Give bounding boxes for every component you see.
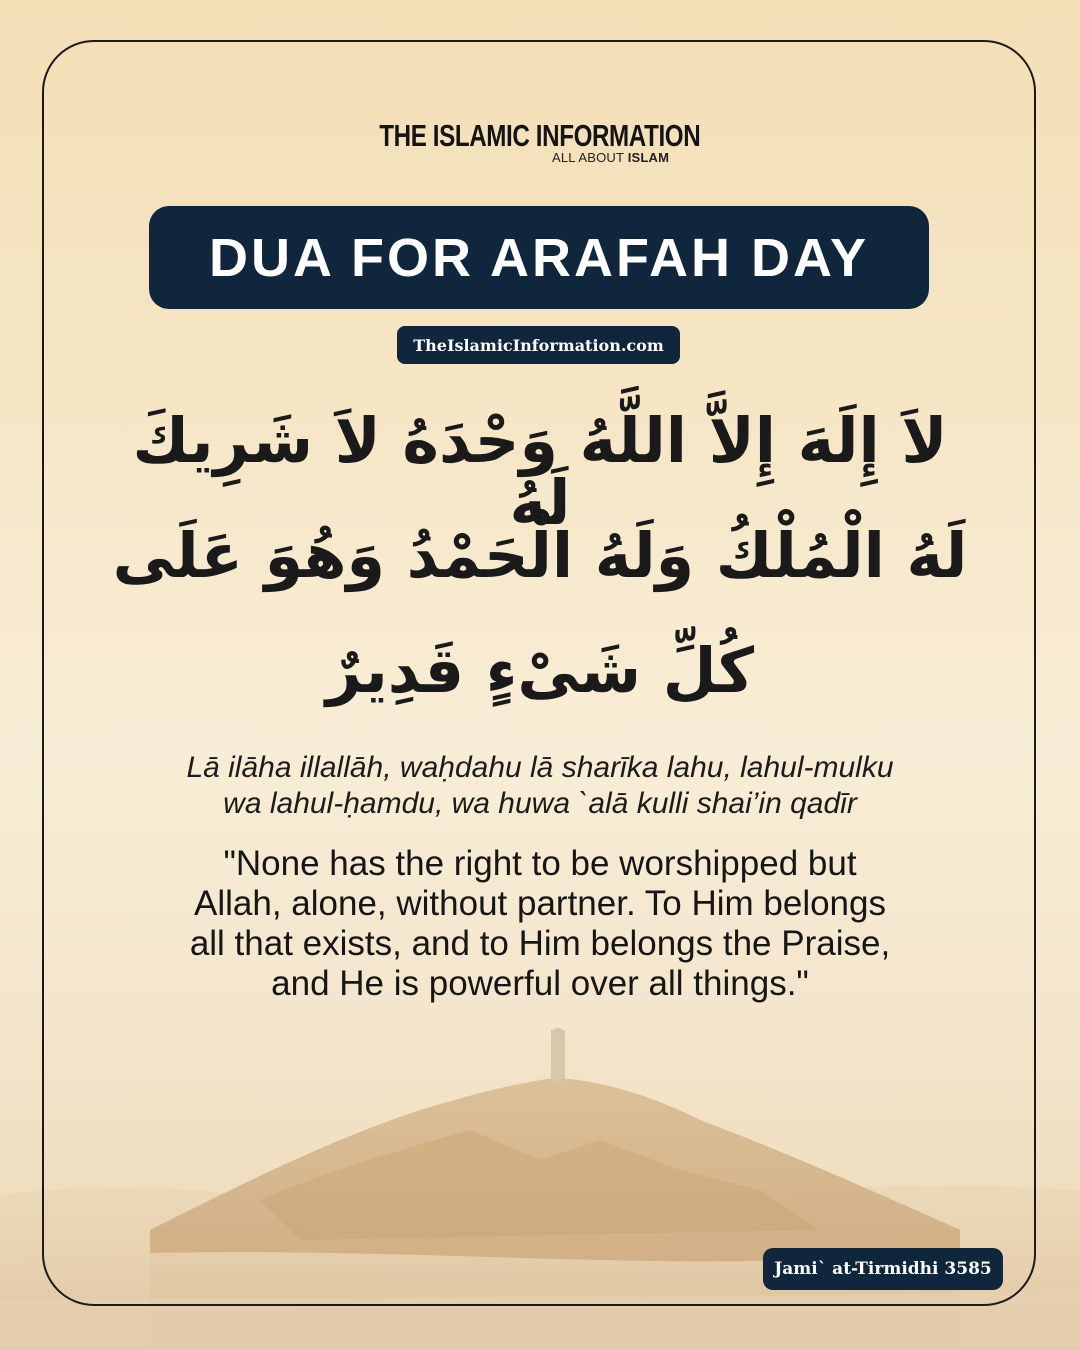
logo-tagline-prefix: ALL ABOUT [552,150,624,165]
website-badge [397,326,680,364]
translation-line-4: and He is powerful over all things." [271,964,809,1003]
logo-tagline-bold: ISLAM [627,150,670,165]
transliteration-line-1: Lā ilāha illallāh, waḥdahu lā sharīka lahu, lahul-mulku [186,751,894,784]
translation-line-1: "None has the right to be worshipped but [223,844,857,883]
arabic-line-2: لَهُ الْمُلْكُ وَلَهُ الْحَمْدُ وَهُوَ عَلَى [112,519,968,592]
hadith-reference: Jami` at-Tirmidhi 3585 [774,1259,992,1279]
translation-line-2: Allah, alone, without partner. To Him belongs [194,884,886,923]
title-banner [149,206,929,309]
transliteration-line-2: wa lahul-ḥamdu, wa huwa `alā kulli shai’in qadīr [223,787,857,820]
hadith-reference-badge [763,1248,1003,1290]
translation-line-3: all that exists, and to Him belongs the Praise, [189,924,891,963]
logo-tagline [552,150,669,165]
arabic-line-3: كُلِّ شَىْءٍ قَدِيرٌ [325,634,755,707]
arabic-line-1: لاَ إِلَهَ إِلاَّ اللَّهُ وَحْدَهُ لاَ شَرِيكَ لَهُ [132,404,948,539]
page-title: DUA FOR ARAFAH DAY [208,227,870,288]
logo-brand: THE ISLAMIC INFORMATION [379,118,701,153]
website-link: TheIslamicInformation.com [413,335,664,355]
site-logo [0,118,1080,165]
